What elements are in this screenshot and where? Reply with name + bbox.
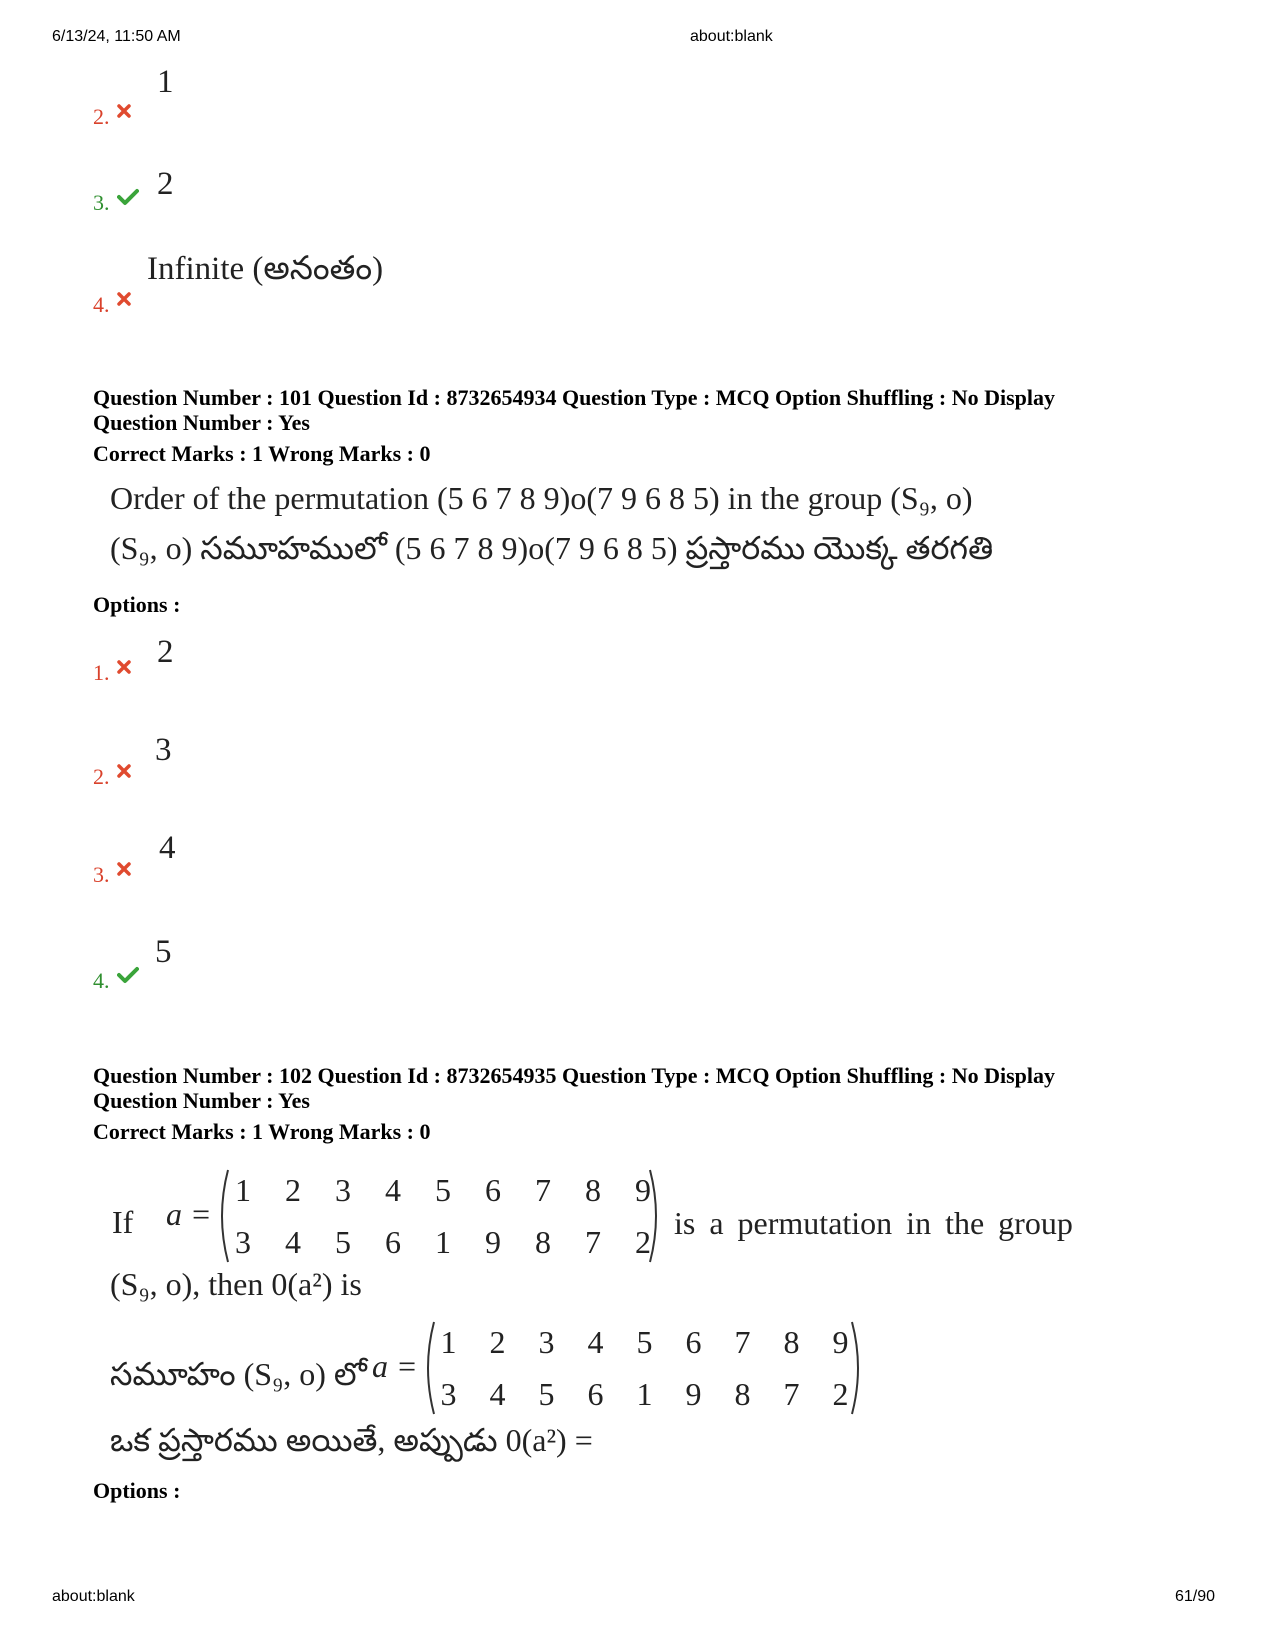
matrix-cell: 6: [685, 1324, 702, 1360]
q101-meta: [93, 385, 1193, 466]
question-meta-line: Question Number : 101 Question Id : 8732654934 Question Type : MCQ Option Shuffling : No Display: [93, 385, 1056, 410]
q102-telugu-line2: ఒక ప్రస్తారము అయితే, అప్పుడు 0(a²) =: [110, 1422, 593, 1458]
matrix-cell: 3: [335, 1172, 351, 1208]
q102-telugu-prefix: సమూహం (S₉, o) లో: [110, 1356, 367, 1392]
matrix-cell: 9: [635, 1172, 651, 1208]
matrix-cell: 3: [538, 1324, 555, 1360]
print-page-number: 61/90: [1175, 1588, 1216, 1605]
option-number: 3.: [93, 190, 110, 215]
check-icon: [117, 188, 139, 211]
matrix-cell: 9: [832, 1324, 849, 1360]
option-number: 2.: [93, 104, 110, 129]
a-equals-te: a =: [372, 1348, 418, 1384]
option-number: 4.: [93, 292, 110, 317]
print-page-title: about:blank: [690, 28, 773, 45]
matrix-cell: 3: [440, 1376, 457, 1412]
q101-option-1: [93, 634, 1093, 720]
matrix-cell: 7: [535, 1172, 551, 1208]
q101-option-2: [93, 732, 1093, 818]
matrix-cell: 8: [585, 1172, 601, 1208]
option-number: 4.: [93, 968, 110, 993]
check-icon: [117, 966, 139, 989]
matrix-cell: 2: [489, 1324, 506, 1360]
option-value: 2: [157, 166, 174, 202]
matrix-cell: 9: [685, 1376, 702, 1412]
q101-option-3: [93, 830, 1093, 916]
matrix-cell: 3: [235, 1224, 251, 1260]
matrix-cell: 7: [585, 1224, 601, 1260]
if-word: If: [112, 1204, 134, 1240]
permutation-matrix-te: [424, 1316, 865, 1420]
option-value: Infinite (అనంతం): [147, 251, 384, 287]
option-value: 4: [159, 830, 176, 866]
print-footer-url: about:blank: [52, 1588, 135, 1605]
matrix-cell: 2: [832, 1376, 849, 1412]
matrix-cell: 1: [435, 1224, 451, 1260]
matrix-cell: 4: [489, 1376, 506, 1412]
matrix-cell: 2: [285, 1172, 301, 1208]
matrix-cell: 5: [435, 1172, 451, 1208]
matrix-cell: 5: [636, 1324, 653, 1360]
question-meta-line: Question Number : Yes: [93, 1088, 310, 1113]
matrix-cell: 7: [783, 1376, 800, 1412]
cross-icon: [117, 862, 131, 881]
matrix-cell: 8: [535, 1224, 551, 1260]
question-meta-line: Question Number : 102 Question Id : 8732654935 Question Type : MCQ Option Shuffling : No Display: [93, 1063, 1056, 1088]
matrix-cell: 4: [587, 1324, 604, 1360]
after-matrix-text: is a permutation in the group: [674, 1205, 1073, 1241]
marks-line: Correct Marks : 1 Wrong Marks : 0: [93, 1119, 431, 1144]
q101-text-english: Order of the permutation (5 6 7 8 9)o(7 9 6 8 5) in the group (S₉, o): [110, 480, 973, 516]
q102-meta: [93, 1063, 1193, 1144]
prev-option-2: [93, 64, 1093, 150]
option-value: 3: [155, 732, 172, 768]
prev-option-4: [93, 250, 1093, 330]
cross-icon: [117, 660, 131, 679]
matrix-cell: 6: [485, 1172, 501, 1208]
option-number: 3.: [93, 862, 110, 887]
option-number: 1.: [93, 660, 110, 685]
matrix-cell: 1: [235, 1172, 251, 1208]
prev-option-3: [93, 166, 1093, 252]
options-label: Options :: [93, 592, 181, 617]
matrix-cell: 6: [587, 1376, 604, 1412]
option-value: 5: [155, 934, 172, 970]
cross-icon: [117, 292, 131, 311]
matrix-cell: 4: [385, 1172, 401, 1208]
matrix-cell: 5: [335, 1224, 351, 1260]
matrix-cell: 7: [734, 1324, 751, 1360]
a-equals: a =: [166, 1196, 212, 1232]
options-label: Options :: [93, 1478, 181, 1503]
question-meta-line: Question Number : Yes: [93, 410, 310, 435]
permutation-matrix-en: [218, 1164, 668, 1268]
marks-line: Correct Marks : 1 Wrong Marks : 0: [93, 441, 431, 466]
matrix-cell: 6: [385, 1224, 401, 1260]
matrix-cell: 1: [440, 1324, 457, 1360]
q101-option-4: [93, 934, 1093, 1020]
option-number: 2.: [93, 764, 110, 789]
matrix-cell: 8: [783, 1324, 800, 1360]
matrix-cell: 2: [635, 1224, 651, 1260]
cross-icon: [117, 764, 131, 783]
print-datetime: 6/13/24, 11:50 AM: [52, 28, 181, 45]
option-value: 1: [157, 64, 174, 100]
matrix-cell: 4: [285, 1224, 301, 1260]
matrix-cell: 1: [636, 1376, 653, 1412]
matrix-cell: 5: [538, 1376, 555, 1412]
matrix-cell: 8: [734, 1376, 751, 1412]
matrix-cell: 9: [485, 1224, 501, 1260]
option-value: 2: [157, 634, 174, 670]
q101-text-telugu: (S₉, o) సమూహములో (5 6 7 8 9)o(7 9 6 8 5) ప్రస్తారము యొక్క తరగతి: [110, 530, 994, 566]
q102-text-english-line2: (S₉, o), then 0(a²) is: [110, 1266, 362, 1302]
cross-icon: [117, 104, 131, 123]
